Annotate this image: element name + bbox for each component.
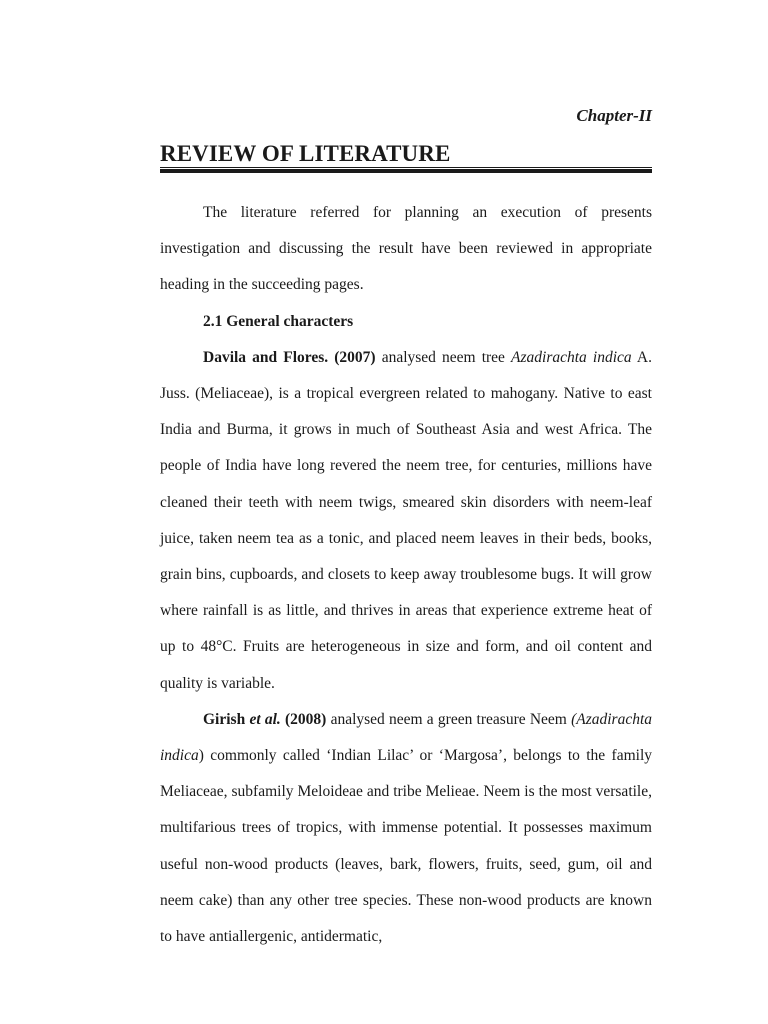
- citation-author: Davila and Flores. (2007): [203, 348, 376, 366]
- paragraph-girish: [160, 702, 652, 955]
- citation-etal: et al.: [249, 710, 281, 728]
- heading-rule-thin: [160, 167, 652, 168]
- paragraph-text: analysed neem tree: [375, 348, 512, 366]
- intro-paragraph: [160, 195, 652, 304]
- chapter-label: Chapter-II: [576, 106, 652, 125]
- paragraph-text: ) commonly called ‘Indian Lilac’ or ‘Margosa’, belongs to the family Meliaceae, subfamily Meloideae and tribe Melieae. Neem is the most versatile, multifarious trees of tropics, with immense potential. It possesses maximum useful non-wood products (leaves, bark, flowers, fruits, seed, gum, oil and neem cake) than any other tree species. These non-wood products are known to have antiallergenic, antidermatic,: [160, 747, 652, 946]
- citation-year: (2008): [280, 710, 327, 728]
- paragraph-text: A. Juss. (Meliaceae), is a tropical evergreen related to mahogany. Native to east India and Burma, it grows in much of Southeast Asia and west Africa. The people of India have long revered the neem tree, for centuries, millions have cleaned their teeth with neem twigs, smeared skin disorders with neem-leaf juice, taken neem tea as a tonic, and placed neem leaves in their beds, books, grain bins, cupboards, and closets to keep away troublesome bugs. It will grow where rainfall is as little, and thrives in areas that experience extreme heat of up to 48°C. Fruits are heterogeneous in size and form, and oil content and quality is variable.: [160, 348, 652, 692]
- body-text: [160, 195, 652, 955]
- species-name: (Azadirachta indica: [160, 710, 653, 765]
- paragraph-davila: [160, 340, 652, 702]
- heading-rule-thick: [160, 169, 652, 173]
- citation-author: Girish: [203, 710, 250, 728]
- species-name: Azadirachta indica: [511, 348, 632, 366]
- paragraph-text: analysed neem a green treasure Neem: [326, 710, 572, 728]
- intro-text: The literature referred for planning an execution of presents investigation and discussing the result have been reviewed in appropriate heading in the succeeding pages.: [160, 204, 652, 294]
- section-title: 2.1 General characters: [203, 312, 354, 330]
- chapter-title: REVIEW OF LITERATURE: [160, 141, 451, 166]
